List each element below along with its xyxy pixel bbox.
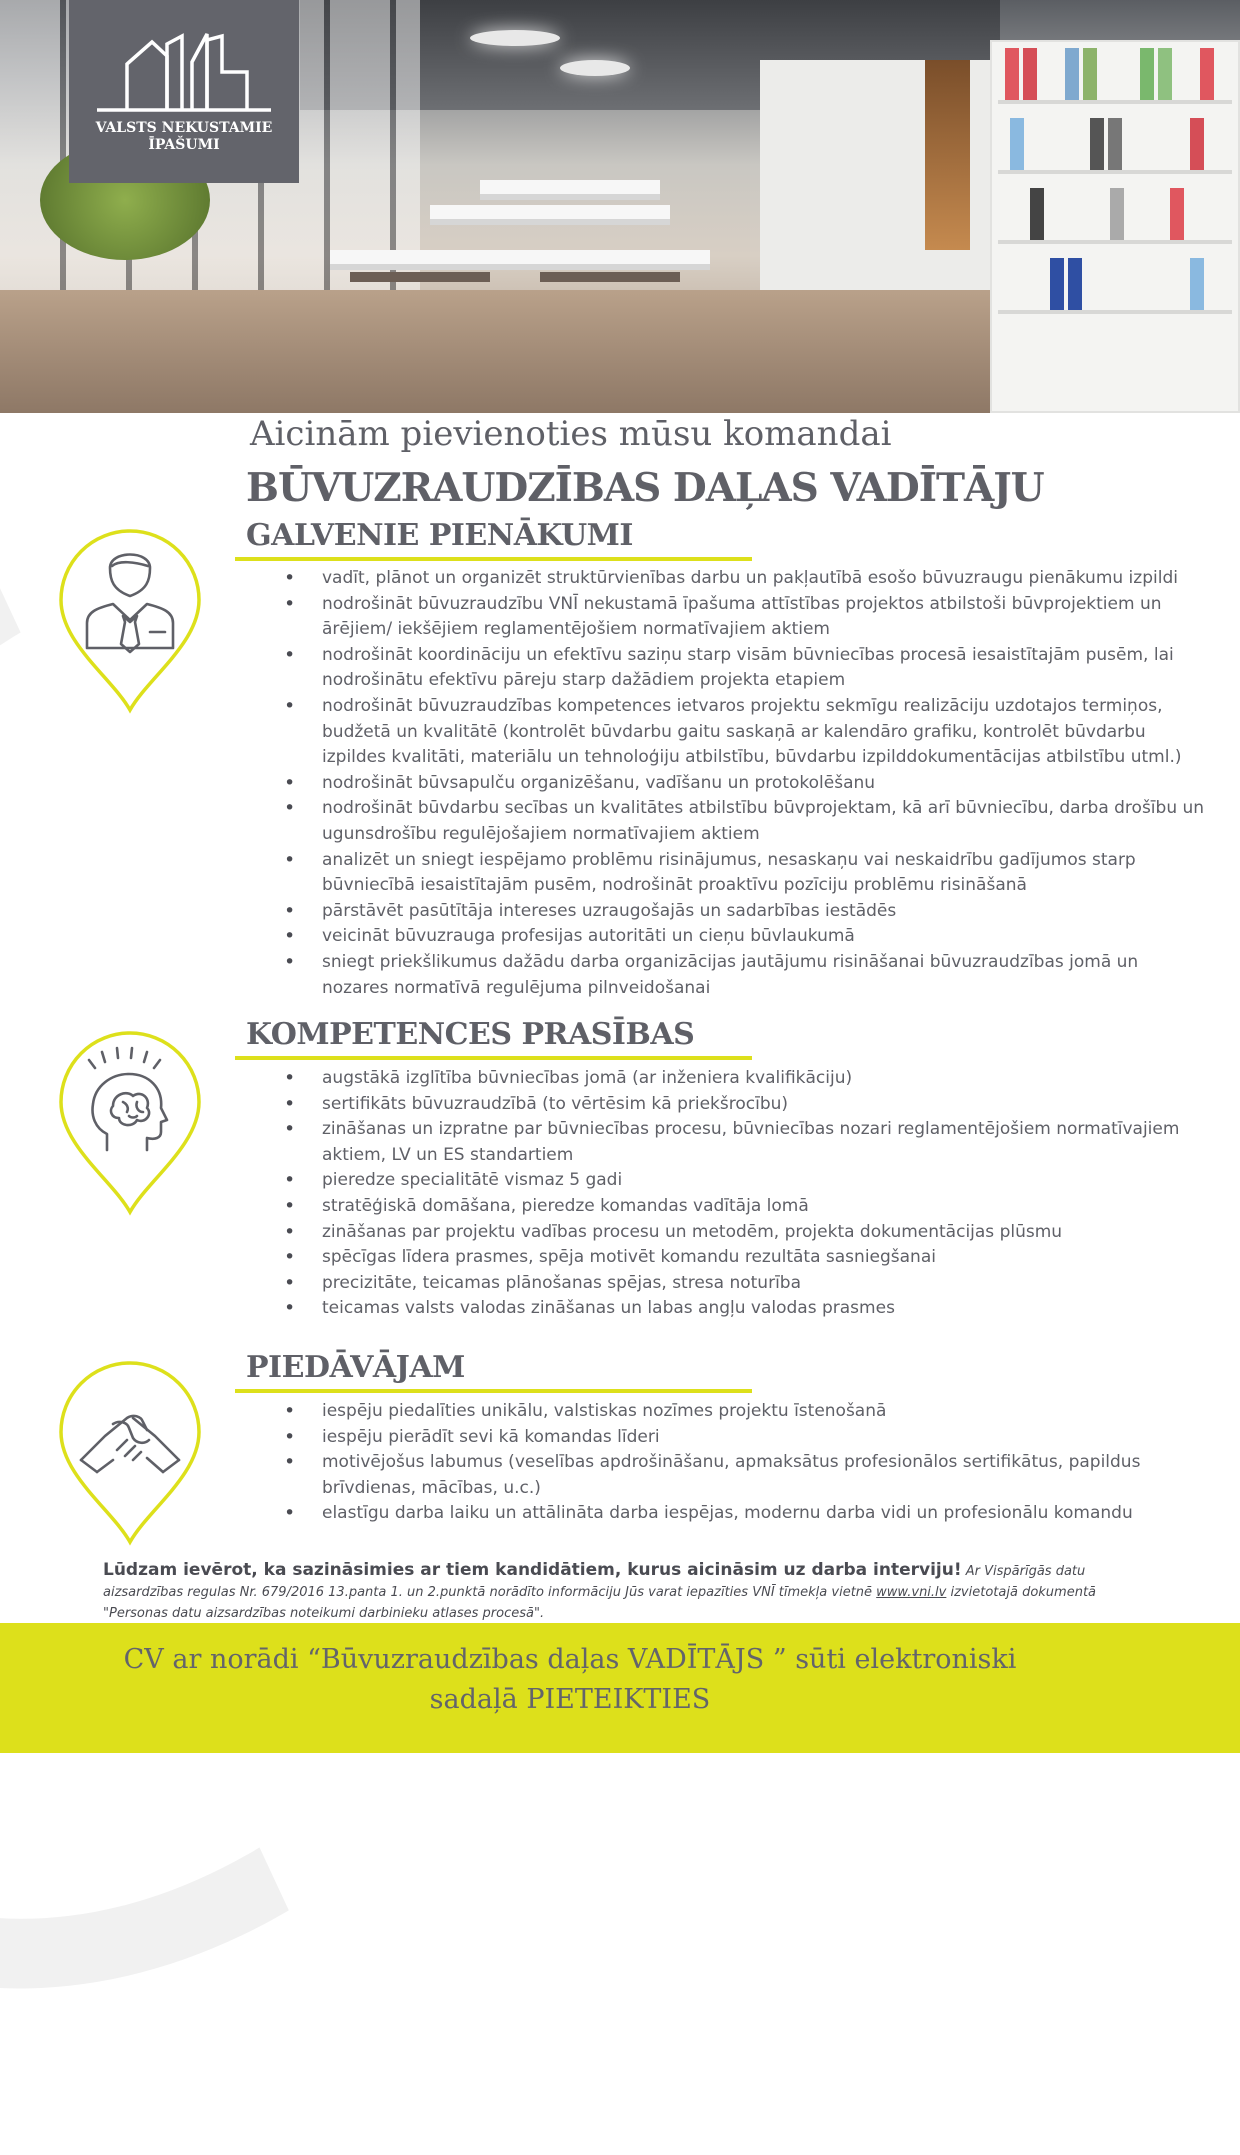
list-item: • zināšanas un izpratne par būvniecības procesu, būvniecības nozari reglamentējošiem normatīvajiem aktiem, LV un ES standartiem	[280, 1117, 1210, 1168]
list-item: • teicamas valsts valodas zināšanas un labas angļu valodas prasmes	[280, 1296, 1210, 1322]
notice-body-end: izvietotajā dokumentā "Personas datu aizsardzības noteikumi darbinieku atlases procesā".	[103, 1585, 1097, 1621]
handshake-icon	[57, 1360, 203, 1546]
hero-desk	[430, 205, 670, 219]
notice-body: Ar Vispārīgās datu aizsardzības regulas Nr. 679/2016 13.panta 1. un 2.punktā norādīto informāciju Jūs varat iepazīties VNĪ tīmekļa vietnē	[103, 1564, 1086, 1600]
section-underline	[235, 1056, 752, 1060]
hero-desk-mat	[350, 272, 490, 282]
list-item: • stratēģiskā domāšana, pieredze komandas vadītāja lomā	[280, 1194, 1210, 1220]
list-item: • spēcīgas līdera prasmes, spēja motivēt komandu rezultāta sasniegšanai	[280, 1245, 1210, 1271]
building-outline-icon	[97, 32, 271, 112]
list-item: • analizēt un sniegt iespējamo problēmu risinājumus, nesaskaņu vai neskaidrību gadījumos starp būvniecībā iesaistītajām pusēm, nodrošināt proaktīvu pozīciju problēmu risināšanā	[280, 848, 1210, 899]
notice-lead: Lūdzam ievērot, ka sazināsimies ar tiem kandidātiem, kurus aicināsim uz darba interviju!	[103, 1560, 962, 1580]
company-logo	[69, 0, 299, 183]
list-item: • nodrošināt būvuzraudzību VNĪ nekustamā īpašuma attīstības projektos atbilstoši būvprojektiem un ārējiem/ iekšējiem reglamentējošiem normatīvajiem aktiem	[280, 592, 1210, 643]
list-item: • motivējošus labumus (veselības apdrošināšanu, apmaksātus profesionālos sertifikātus, papildus brīvdienas, mācības, u.c.)	[280, 1450, 1210, 1501]
hero-desk-mat	[540, 272, 680, 282]
list-item: • pieredze specialitātē vismaz 5 gadi	[280, 1168, 1210, 1194]
head-brain-icon	[57, 1030, 203, 1216]
list-item: • zināšanas par projektu vadības procesu un metodēm, projekta dokumentācijas plūsmu	[280, 1220, 1210, 1246]
section-heading-duties: GALVENIE PIENĀKUMI	[246, 518, 633, 553]
list-item: • nodrošināt būvsapulču organizēšanu, vadīšanu un protokolēšanu	[280, 771, 1210, 797]
list-item: • sniegt priekšlikumus dažādu darba organizācijas jautājumu risināšanai būvuzraudzības jomā un nozares normatīvā regulējuma pilnveidošanai	[280, 950, 1210, 1001]
list-item: • sertifikāts būvuzraudzībā (to vērtēsim kā priekšrocību)	[280, 1092, 1210, 1118]
list-item: • augstākā izglītība būvniecības jomā (ar inženiera kvalifikāciju)	[280, 1066, 1210, 1092]
section-heading-requirements: KOMPETENCES PRASĪBAS	[246, 1017, 695, 1052]
vni-link[interactable]: www.vni.lv	[876, 1585, 947, 1600]
footer-line2: sadaļā PIETEIKTIES	[429, 1684, 711, 1715]
businessman-icon	[57, 528, 203, 714]
pendant-lamp-icon	[560, 60, 630, 76]
hero-desk	[480, 180, 660, 194]
hero-lit-niche	[925, 60, 970, 250]
list-item: • nodrošināt koordināciju un efektīvu saziņu starp visām būvniecības procesā iesaistītajām pusēm, lai nodrošinātu efektīvu pāreju starp dažādiem projekta etapiem	[280, 643, 1210, 694]
list-item: • pārstāvēt pasūtītāja intereses uzraugošajās un sadarbības iestādēs	[280, 899, 1210, 925]
section-underline	[235, 557, 752, 561]
logo-text-line2: ĪPAŠUMI	[148, 137, 220, 153]
list-item: • iespēju piedalīties unikālu, valstiskas nozīmes projektu īstenošanā	[280, 1399, 1210, 1425]
section-heading-offer: PIEDĀVĀJAM	[246, 1350, 465, 1385]
footer-cta	[0, 1640, 1140, 1720]
list-item: • nodrošināt būvuzraudzības kompetences ietvaros projektu sekmīgu realizāciju uzdotajos termiņos, budžetā un kvalitātē (kontrolēt būvdarbu gaitu saskaņā ar kalendāro grafiku, kontrolēt būvdarbu izpildes kvalitāti, materiālu un tehnoloģiju atbilstību, būvdarbu izpilddokumentācijas atbilstību utml.)	[280, 694, 1210, 771]
list-item: • iespēju pierādīt sevi kā komandas līderi	[280, 1425, 1210, 1451]
footer-line1: CV ar norādi “Būvuzraudzības daļas VADĪTĀJS ” sūti elektroniski	[123, 1644, 1017, 1675]
list-item: • vadīt, plānot un organizēt struktūrvienības darbu un pakļautībā esošo būvuzraugu pienākumu izpildi	[280, 566, 1210, 592]
hero-bookshelf	[990, 40, 1240, 413]
list-item: • elastīgu darba laiku un attālināta darba iespējas, modernu darba vidi un profesionālu komandu	[280, 1501, 1210, 1527]
pendant-lamp-icon	[470, 30, 560, 46]
hero-desk	[330, 250, 710, 264]
list-item: • precizitāte, teicamas plānošanas spējas, stresa noturība	[280, 1271, 1210, 1297]
offer-list	[280, 1399, 1210, 1527]
list-item: • veicināt būvuzrauga profesijas autoritāti un cieņu būvlaukumā	[280, 924, 1210, 950]
intro-heading: Aicinām pievienoties mūsu komandai	[250, 414, 892, 454]
job-title: BŪVUZRAUDZĪBAS DAĻAS VADĪTĀJU	[246, 465, 1044, 511]
logo-text-line1: VALSTS NEKUSTAMIE	[95, 120, 273, 136]
section-underline	[235, 1389, 752, 1393]
duties-list	[280, 566, 1210, 1001]
requirements-list	[280, 1066, 1210, 1322]
list-item: • nodrošināt būvdarbu secības un kvalitātes atbilstību būvprojektam, kā arī būvniecību, darba drošību un ugunsdrošību regulējošajiem normatīvajiem aktiem	[280, 796, 1210, 847]
privacy-notice	[103, 1560, 1133, 1624]
